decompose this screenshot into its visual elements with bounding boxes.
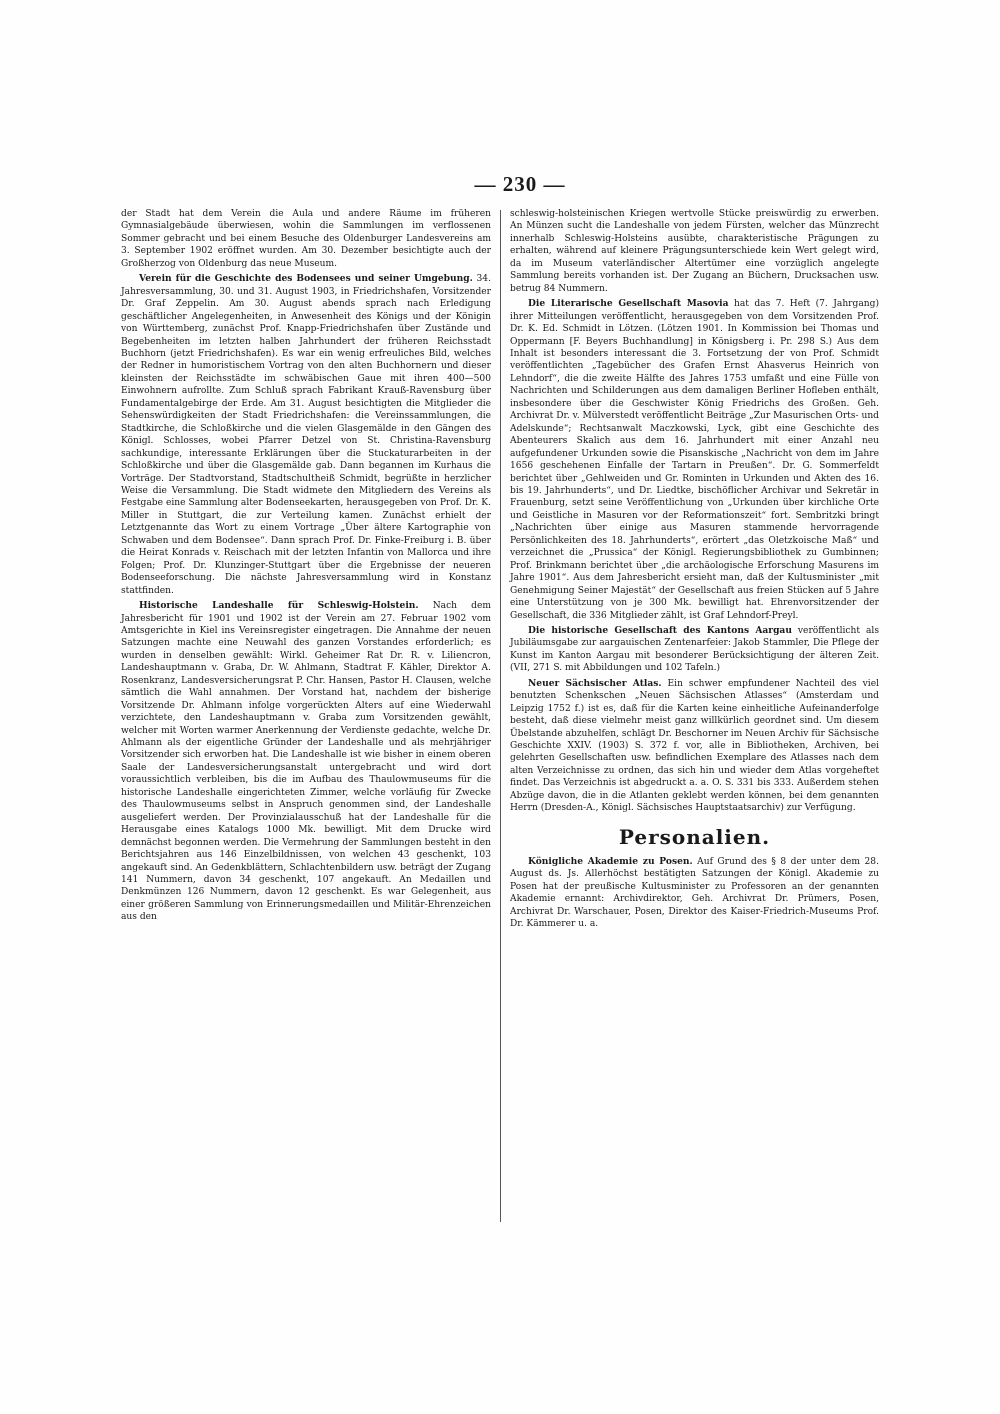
bodensee-verein-heading: Verein für die Geschichte des Bodensees und seiner Umgebung.	[139, 273, 473, 285]
right-column	[510, 208, 879, 930]
landeshalle-heading: Historische Landeshalle für Schleswig-Holstein.	[139, 600, 419, 612]
saechsischer-atlas-heading: Neuer Sächsischer Atlas.	[528, 677, 662, 689]
aargau-paragraph	[510, 625, 879, 675]
masovia-heading: Die Literarische Gesellschaft Masovia	[528, 298, 729, 310]
aargau-text: veröffentlicht als Jubiläumsgabe zur aargauischen Zentenarfeier: Jakob Stammler, Die Pflege der Kunst im Kanton Aargau mit besonderer Berücksichtigung der älteren Zeit. (VII, 271 S. mit Abbildungen und 102 Tafeln.)	[510, 625, 879, 674]
akademie-posen-heading: Königliche Akademie zu Posen.	[528, 855, 693, 867]
masovia-text: hat das 7. Heft (7. Jahrgang) ihrer Mitteilungen veröffentlicht, herausgegeben von dem Vorsitzenden Prof. Dr. K. Ed. Schmidt in Lötzen. (Lötzen 1901. In Kommission bei Thomas und Oppermann [F. Beyers Buchhandlung] in Königsberg i. Pr. 298 S.) Aus dem Inhalt ist besonders interessant die 3. Fortsetzung der von Prof. Schmidt veröffentlichten „Tagebücher des Grafen Ernst Ahasverus Heinrich von Lehndorf“, die die zweite Hälfte des Jahres 1753 umfaßt und eine Fülle von Nachrichten und Schilderungen aus dem damaligen Berliner Hofleben enthält, insbesondere über die Geschwister König Friedrichs des Großen. Geh. Archivrat Dr. v. Mülverstedt veröffentlicht Beiträge „Zur Masurischen Orts- und Adelskunde“; Rechtsanwalt Maczkowski, Lyck, gibt eine Geschichte des Abenteurers Skalich aus dem 16. Jahrhundert mit einer Anzahl neu aufgefundener Urkunden sowie die Pisanskische „Nachricht von dem im Jahre 1656 geschehenen Einfalle der Tartarn in Preußen“. Dr. G. Sommerfeldt berichtet über „Gehlweiden und Gr. Rominten in Urkunden und Akten des 16. bis 19. Jahrhunderts“, und Dr. Liedtke, bischöflicher Archivar und Sekretär in Frauenburg, setzt seine Veröffentlichung von „Urkunden über kirchliche Orte und Geistliche in Masuren vor der Reformationszeit“ fort. Sembritzki bringt „Nachrichten über einige aus Masuren stammende hervorragende Persönlichkeiten des 18. Jahrhunderts“, erörtert „das Oletzkoische Maß“ und verzeichnet die „Prussica“ der Königl. Regierungsbibliothek zu Gumbinnen; Prof. Brinkmann berichtet über „die archäologische Erforschung Masurens im Jahre 1901“. Aus dem Jahresbericht ersieht man, daß der Kultusminister „mit Genehmigung Seiner Majestät“ der Gesellschaft aus freien Stücken auf 5 Jahre eine Unterstützung von je 300 Mk. bewilligt hat. Ehrenvorsitzender der Gesellschaft, die 336 Mitglieder zählt, ist Graf Lehndorf-Preyl.	[510, 299, 879, 621]
left-paragraph-1: der Stadt hat dem Verein die Aula und andere Räume im früheren Gymnasialgebäude überwiesen, wohin die Sammlungen im verflossenen Sommer gebracht und bei einem Besuche des Oldenburger Landesvereins am 3. September 1902 eröffnet wurden. Am 30. Dezember besichtigte auch der Großherzog von Oldenburg das neue Museum.	[121, 209, 491, 269]
aargau-heading: Die historische Gesellschaft des Kantons Aargau	[528, 624, 792, 636]
akademie-posen-text: Auf Grund des § 8 der unter dem 28. August ds. Js. Allerhöchst bestätigten Satzungen der Königl. Akademie zu Posen hat der preußische Kultusminister zu Professoren an der genannten Akademie ernannt: Archivdirektor, Geh. Archivrat Dr. Prümers, Posen, Archivrat Dr. Warschauer, Posen, Direktor des Kaiser-Friedrich-Museums Prof. Dr. Kämmerer u. a.	[510, 856, 879, 930]
landeshalle-text: Nach dem Jahresbericht für 1901 und 1902 ist der Verein am 27. Februar 1902 vom Amtsgerichte in Kiel ins Vereinsregister eingetragen. Die Annahme der neuen Satzungen machte eine Neuwahl des ganzen Vorstandes erforderlich; es wurden in denselben gewählt: Wirkl. Geheimer Rat Dr. R. v. Liliencron, Landeshauptmann v. Graba, Dr. W. Ahlmann, Stadtrat F. Kähler, Direktor A. Rosenkranz, Landesversicherungsrat P. Chr. Hansen, Pastor H. Clausen, welche sämtlich die Wahl annahmen. Der Vorstand hat, nachdem der bisherige Vorsitzende Dr. Ahlmann infolge vorgerückten Alters auf eine Wiederwahl verzichtete, den Landeshauptmann v. Graba zum Vorsitzenden gewählt, welcher mit Worten warmer Anerkennung der Verdienste gedachte, welche Dr. Ahlmann als der eigentliche Gründer der Landeshalle und als mehrjähriger Vorsitzender sich erworben hat. Die Landeshalle ist wie bisher in einem oberen Saale der Landesversicherungsanstalt untergebracht und wird dort voraussichtlich verbleiben, bis die im Aufbau des Thaulowmuseums für die historische Landeshalle eingerichteten Zimmer, welche vorläufig für Zwecke des Thaulowmuseums selbst in Anspruch genommen sind, der Landeshalle ausgeliefert werden. Der Provinzialausschuß hat der Landeshalle für die Herausgabe eines Katalogs 1000 Mk. bewilligt. Mit dem Drucke wird demnächst begonnen werden. Die Vermehrung der Sammlungen besteht in den Berichtsjahren aus 146 Einzelbildnissen, von welchen 43 geschenkt, 103 angekauft sind. An Gedenkblättern, Schlachtenbildern usw. beträgt der Zugang 141 Nummern, davon 34 geschenkt, 107 angekauft. An Medaillen und Denkmünzen 126 Nummern, davon 12 geschenkt. Es war Gelegenheit, aus einer größeren Sammlung von Erinnerungsmedaillen und Militär-Ehrenzeichen aus den	[121, 601, 491, 923]
akademie-posen-paragraph	[510, 856, 879, 931]
personalien-heading: Personalien.	[618, 824, 771, 849]
page-number: — 230 —	[474, 172, 566, 196]
right-paragraph-1: schleswig-holsteinischen Kriegen wertvolle Stücke preiswürdig zu erwerben. An Münzen sucht die Landeshalle von jedem Fürsten, welcher das Münzrecht innerhalb Schleswig-Holsteins ausübte, charakteristische Prägungen zu erhalten, während auf kleinere Prägungsunterschiede kein Wert gelegt wird, da im Museum vaterländischer Altertümer eine vorzüglich angelegte Sammlung bereits vorhanden ist. Der Zugang an Büchern, Drucksachen usw. betrug 84 Nummern.	[510, 209, 879, 294]
masovia-paragraph	[510, 298, 879, 622]
bodensee-verein-paragraph	[121, 273, 491, 597]
saechsischer-atlas-text: Ein schwer empfundener Nachteil des viel benutzten Schenkschen „Neuen Sächsischen Atlasses“ (Amsterdam und Leipzig 1752 f.) ist es, daß für die Karten keine einheitliche Aufeinanderfolge besteht, daß diese vielmehr meist ganz willkürlich geordnet sind. Um diesem Übelstande abzuhelfen, schlägt Dr. Beschorner im Neuen Archiv für Sächsische Geschichte XXIV. (1903) S. 372 f. vor, alle in Bibliotheken, Archiven, bei gelehrten Gesellschaften usw. befindlichen Exemplare des Atlasses nach dem alten Verzeichnisse zu ordnen, das sich hin und wieder dem Atlas vorgeheftet findet. Das Verzeichnis ist abgedruckt a. a. O. S. 331 bis 333. Außerdem stehen Abzüge davon, die in die Atlanten geklebt werden können, bei dem genannten Herrn (Dresden-A., Königl. Sächsisches Hauptstaatsarchiv) zur Verfügung.	[510, 678, 879, 814]
left-column	[121, 208, 491, 924]
landeshalle-paragraph	[121, 600, 491, 924]
saechsischer-atlas-paragraph	[510, 678, 879, 815]
column-divider	[500, 210, 501, 1222]
bodensee-verein-text: 34. Jahresversammlung, 30. und 31. August 1903, in Friedrichshafen, Vorsitzender Dr. Graf Zeppelin. Am 30. August abends sprach nach Erledigung geschäftlicher Angelegenheiten, in Anwesenheit des Königs und der Königin von Württemberg, zunächst Prof. Knapp-Friedrichshafen über Zustände und Begebenheiten im letzten halben Jahrhundert der früheren Reichsstadt Buchhorn (jetzt Friedrichshafen). Es war ein wenig erfreuliches Bild, welches der Redner in humoristischem Vortrag von den alten Buchhornern und dieser kleinsten der Reichsstädte im schwäbischen Gaue mit ihren 400—500 Einwohnern aufrollte. Zum Schluß sprach Fabrikant Krauß-Ravensburg über Fundamentalgebirge der Erde. Am 31. August besichtigten die Mitglieder die Sehenswürdigkeiten der Stadt Friedrichshafen: die Vereinssammlungen, die Stadtkirche, die Schloßkirche und die vielen Glasgemälde in den Gängen des Königl. Schlosses, wobei Pfarrer Detzel von St. Christina-Ravensburg sachkundige, interessante Erklärungen über die Stuckaturarbeiten in der Schloßkirche und über die Glasgemälde gab. Dann begannen im Kurhaus die Vorträge. Der Stadtvorstand, Stadtschultheiß Schmidt, begrüßte in herzlicher Weise die Versammlung. Die Stadt widmete den Mitgliedern des Vereins als Festgabe eine Sammlung alter Bodenseekarten, herausgegeben von Prof. Dr. K. Miller in Stuttgart, die zur Verteilung kamen. Zunächst erhielt der Letztgenannte das Wort zu einem Vortrage „Über ältere Kartographie von Schwaben und dem Bodensee“. Dann sprach Prof. Dr. Finke-Freiburg i. B. über die Heirat Konrads v. Reischach mit der letzten Infantin von Mallorca und ihre Folgen; Prof. Dr. Klunzinger-Stuttgart über die Ergebnisse der neueren Bodenseeforschung. Die nächste Jahresversammlung wird in Konstanz stattfinden.	[121, 274, 491, 596]
